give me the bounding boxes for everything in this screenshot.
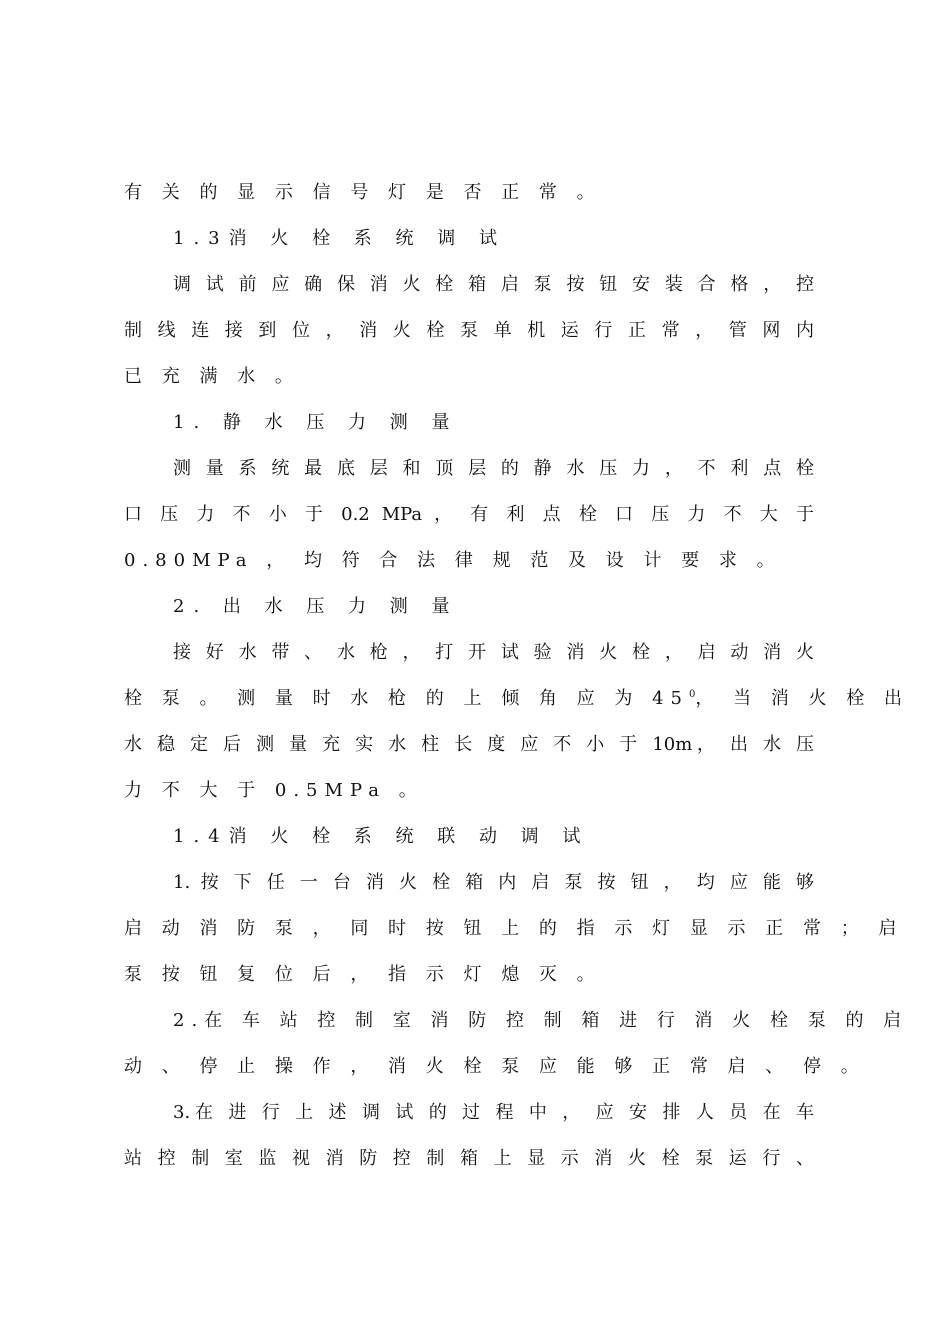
text-line-14: 力 不 大 于 0.5MPa 。 [124, 780, 424, 801]
text-line-20: 动 、 停 止 操 作 ， 消 火 栓 泵 应 能 够 正 常 启 、 停 。 [124, 1056, 866, 1077]
text-line-18: 泵 按 钮 复 位 后 ， 指 示 灯 熄 灭 。 [124, 964, 602, 985]
text-line-13: 水 稳 定 后 测 量 充 实 水 柱 长 度 应 不 小 于 10m， 出 水 压 [124, 734, 814, 755]
text-line-3: 调 试 前 应 确 保 消 火 栓 箱 启 泵 按 钮 安 装 合 格 ， 控 [173, 274, 814, 295]
text-line-5: 已 充 满 水 。 [124, 366, 300, 387]
text-line-1: 有 关 的 显 示 信 号 灯 是 否 正 常 。 [124, 182, 602, 203]
text-line-12-start: 栓 泵 。 测 量 时 水 枪 的 上 倾 角 应 为 45 [124, 688, 690, 709]
text-line-21: 3.在 进 行 上 述 调 试 的 过 程 中 ， 应 安 排 人 员 在 车 [173, 1102, 814, 1123]
degree-superscript: 0 [689, 689, 696, 700]
text-line-8: 口 压 力 不 小 于 0.2 MPa ， 有 利 点 栓 口 压 力 不 大 于 [124, 504, 814, 525]
section-heading-1-3: 1.3消 火 栓 系 统 调 试 [173, 228, 506, 249]
subheading-outlet-pressure: 2. 出 水 压 力 测 量 [173, 596, 459, 617]
text-line-16: 1. 按 下 任 一 台 消 火 栓 箱 内 启 泵 按 钮 ， 均 应 能 够 [173, 872, 814, 893]
text-line-12 [124, 684, 909, 714]
text-line-22: 站 控 制 室 监 视 消 防 控 制 箱 上 显 示 消 火 栓 泵 运 行 、 [124, 1148, 814, 1169]
text-line-11: 接 好 水 带 、 水 枪 ， 打 开 试 验 消 火 栓 ， 启 动 消 火 [173, 642, 814, 663]
section-heading-1-4: 1.4消 火 栓 系 统 联 动 调 试 [173, 826, 590, 847]
text-line-9: 0.80MPa ， 均 符 合 法 律 规 范 及 设 计 要 求 。 [124, 550, 782, 571]
text-line-4: 制 线 连 接 到 位 ， 消 火 栓 泵 单 机 运 行 正 常 ， 管 网 内 [124, 320, 814, 341]
subheading-static-pressure: 1. 静 水 压 力 测 量 [173, 412, 459, 433]
text-line-12-end: ， 当 消 火 栓 出 [695, 688, 909, 709]
text-line-17: 启 动 消 防 泵 ， 同 时 按 钮 上 的 指 示 灯 显 示 正 常 ； 启 [124, 918, 904, 939]
text-line-19: 2.在 车 站 控 制 室 消 防 控 制 箱 进 行 消 火 栓 泵 的 启 [173, 1010, 909, 1031]
text-line-7: 测 量 系 统 最 底 层 和 顶 层 的 静 水 压 力 ， 不 利 点 栓 [173, 458, 814, 479]
